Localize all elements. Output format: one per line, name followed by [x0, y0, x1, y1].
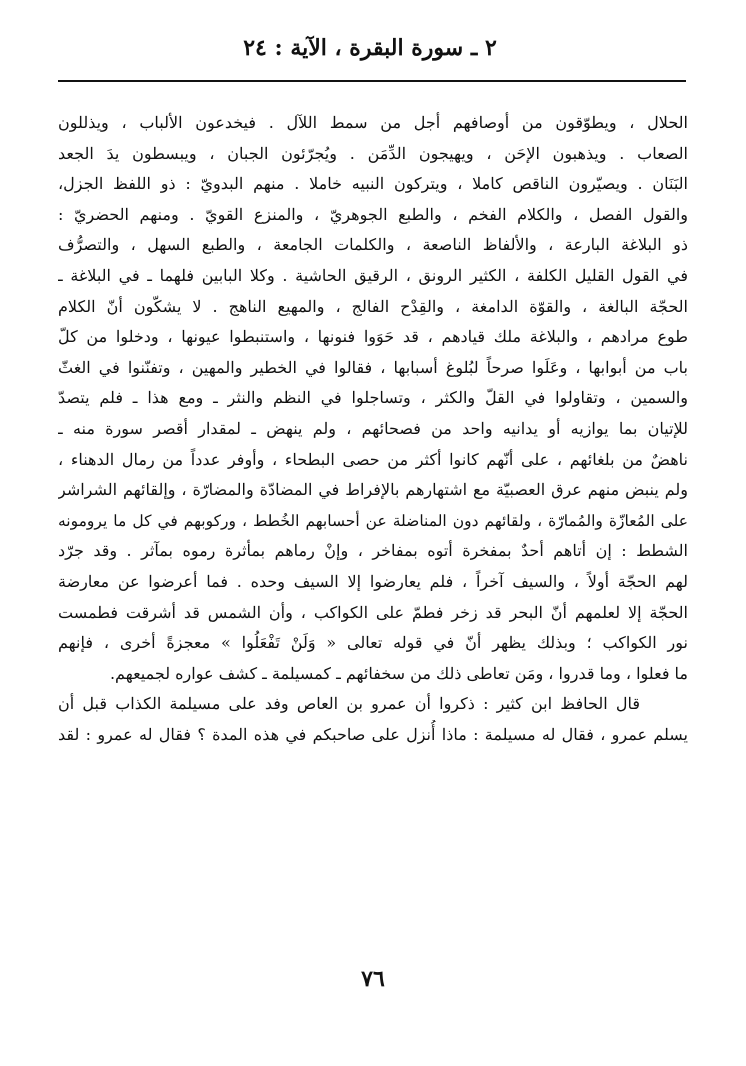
text-line: نور الكواكب ؛ وبذلك يظهر أنّ في قوله تعالى « وَلَنْ تَفْعَلُوا » معجزةً أخرى ، فإنهم — [58, 633, 688, 653]
page-body — [58, 108, 688, 750]
text-line: على المُعازّة والمُمارّة ، ولقائهم دون المناضلة عن أحسابهم الخُطط ، وركوبهم في كل ما يرومونه — [58, 511, 688, 530]
text-line: والسمين ، وتقاولوا في القلّ والكثر ، وتساجلوا في النظم والنثر ـ ومع هذا ـ فلم يتصدّ — [58, 388, 688, 408]
text-line: لهم الحجّة أولاً ، والسيف آخراً ، فلم يعارضوا إلا السيف وحده . فما أعرضوا عن معارضة — [58, 571, 688, 591]
text-line: والقول الفصل ، والكلام الفخم ، والطبع الجوهريّ ، والمنزع القويّ . ومنهم الحضريّ : — [58, 204, 688, 224]
text-line: للإتيان بما يوازيه أو يدانيه واحد من فصحائهم ، ولم ينهض ـ لمقدار أقصر سورة منه ـ — [58, 418, 688, 438]
text-line: البَنَان . ويصيّرون الناقص كاملا ، ويتركون النبيه خاملا . منهم البدويّ : ذو اللفظ الجزل، — [58, 174, 688, 194]
text-line: في القول القليل الكلفة ، الكثير الرونق ، الرقيق الحاشية . وكلا البابين فلهما ـ في البلاغة ـ — [58, 265, 688, 285]
text-line: يسلم عمرو ، فقال له مسيلمة : ماذا أُنزل على صاحبكم في هذه المدة ؟ فقال له عمرو : لقد — [58, 724, 688, 744]
text-line: ولم ينبض منهم عرق العصبيّة مع اشتهارهم بالإفراط في المضادّة والمضارّة ، وإلقائهم الشراشر — [58, 480, 688, 500]
text-line: الشطط : إن أتاهم أحدٌ بمفخرة أتوه بمفاخر ، وإنْ رماهم بمأثرة رموه بمآثر . وقد جرّد — [58, 541, 688, 561]
page-number — [0, 962, 746, 996]
text-line: طوع مرادهم ، والبلاغة ملك قيادهم ، قد حَوَوا فنونها ، واستنبطوا عيونها ، ودخلوا من كلّ — [58, 327, 688, 347]
text-line: باب من أبوابها ، وعَلَوا صرحاً لبُلوغ أسبابها ، فقالوا في الخطير والمهين ، وتفنّنوا في الغثّ — [58, 357, 688, 377]
text-line: الصعاب . ويذهبون الإحَن ، ويهيجون الدِّمَن . ويُجرّئون الجبان ، ويبسطون يدَ الجعد — [58, 143, 688, 163]
header-divider — [58, 80, 686, 82]
page-header-title: ٢ ـ سورة البقرة ، الآية : ٢٤ — [243, 35, 497, 61]
text-line: ذو البلاغة البارعة ، والألفاظ الناصعة ، والكلمات الجامعة ، والطبع السهل ، والتصرُّف — [58, 235, 688, 255]
text-line: ناهضٌ من بلغائهم ، على أنّهم كانوا أكثر من حصى البطحاء ، وأوفر عدداً من رمال الدهناء ، — [58, 449, 688, 469]
text-line: قال الحافظ ابن كثير : ذكروا أن عمرو بن العاص وفد على مسيلمة الكذاب قبل أن — [58, 694, 640, 714]
text-line: الحلال ، ويطوّقون من أوصافهم أجل من سمط اللآل . فيخدعون الألباب ، ويذللون — [58, 113, 688, 132]
page-number-text: ٧٦ — [361, 966, 385, 992]
text-line: ما فعلوا ، وما قدروا ، ومَن تعاطى ذلك من سخفائهم ـ كمسيلمة ـ كشف عواره لجميعهم. — [109, 663, 688, 683]
page-header — [60, 30, 680, 66]
text-line: الحجّة البالغة ، والقوّة الدامغة ، والقِدْح الفالج ، والمهيع الناهج . لا يشكّون أنّ الكلام — [58, 296, 688, 316]
text-line: الحجّة إلا لعلمهم أنّ البحر قد زخر فطمّ على الكواكب ، وأن الشمس قد أشرقت فطمست — [58, 602, 688, 622]
